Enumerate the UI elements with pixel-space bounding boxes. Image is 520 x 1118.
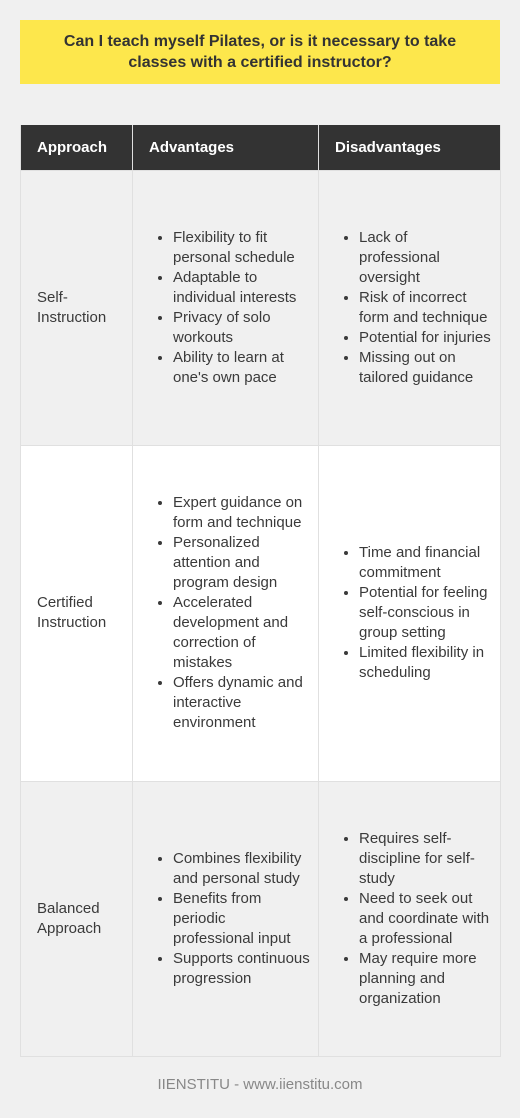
list-item: • Benefits from periodic professional input	[173, 889, 310, 949]
list-item: • Offers dynamic and interactive environment	[173, 673, 310, 733]
list-item: • Need to seek out and coordinate with a professional	[359, 889, 492, 949]
list-item: • Adaptable to individual interests	[173, 268, 310, 308]
comparison-table	[20, 125, 501, 1057]
advantages-list	[133, 228, 318, 388]
advantages-cell	[133, 170, 319, 445]
table-row	[21, 781, 501, 1056]
disadvantages-list	[319, 829, 500, 1009]
list-item: • Potential for feeling self-conscious in group setting	[359, 583, 492, 643]
list-item: • Potential for injuries	[359, 328, 492, 348]
list-item: • Privacy of solo workouts	[173, 308, 310, 348]
list-item: • May require more planning and organization	[359, 949, 492, 1009]
disadvantages-cell	[319, 170, 501, 445]
list-item: • Limited flexibility in scheduling	[359, 643, 492, 683]
disadvantages-cell	[319, 445, 501, 781]
approach-cell: Certified Instruction	[21, 445, 133, 781]
disadvantages-list	[319, 228, 500, 388]
advantages-cell	[133, 781, 319, 1056]
page-title: Can I teach myself Pilates, or is it necessary to take classes with a certified instructor?	[63, 33, 457, 71]
advantages-cell	[133, 445, 319, 781]
list-item: • Time and financial commitment	[359, 543, 492, 583]
list-item: • Expert guidance on form and technique	[173, 493, 310, 533]
table-row	[21, 445, 501, 781]
header-disadvantages: Disadvantages	[319, 125, 501, 170]
list-item: • Accelerated development and correction of mistakes	[173, 593, 310, 673]
disadvantages-cell	[319, 781, 501, 1056]
list-item: • Lack of professional oversight	[359, 228, 492, 288]
footer-credit: IIENSTITU - www.iienstitu.com	[157, 1076, 363, 1093]
list-item: • Supports continuous progression	[173, 949, 310, 989]
approach-cell: Balanced Approach	[21, 781, 133, 1056]
list-item: • Missing out on tailored guidance	[359, 348, 492, 388]
approach-cell: Self-Instruction	[21, 170, 133, 445]
table-header-row	[21, 125, 501, 170]
list-item: • Combines flexibility and personal study	[173, 849, 310, 889]
disadvantages-list	[319, 543, 500, 683]
list-item: • Requires self-discipline for self-study	[359, 829, 492, 889]
advantages-list	[133, 849, 318, 989]
title-banner	[20, 20, 500, 84]
table-row	[21, 170, 501, 445]
list-item: • Risk of incorrect form and technique	[359, 288, 492, 328]
advantages-list	[133, 493, 318, 733]
list-item: • Ability to learn at one's own pace	[173, 348, 310, 388]
list-item: • Flexibility to fit personal schedule	[173, 228, 310, 268]
header-approach: Approach	[21, 125, 133, 170]
header-advantages: Advantages	[133, 125, 319, 170]
list-item: • Personalized attention and program design	[173, 533, 310, 593]
